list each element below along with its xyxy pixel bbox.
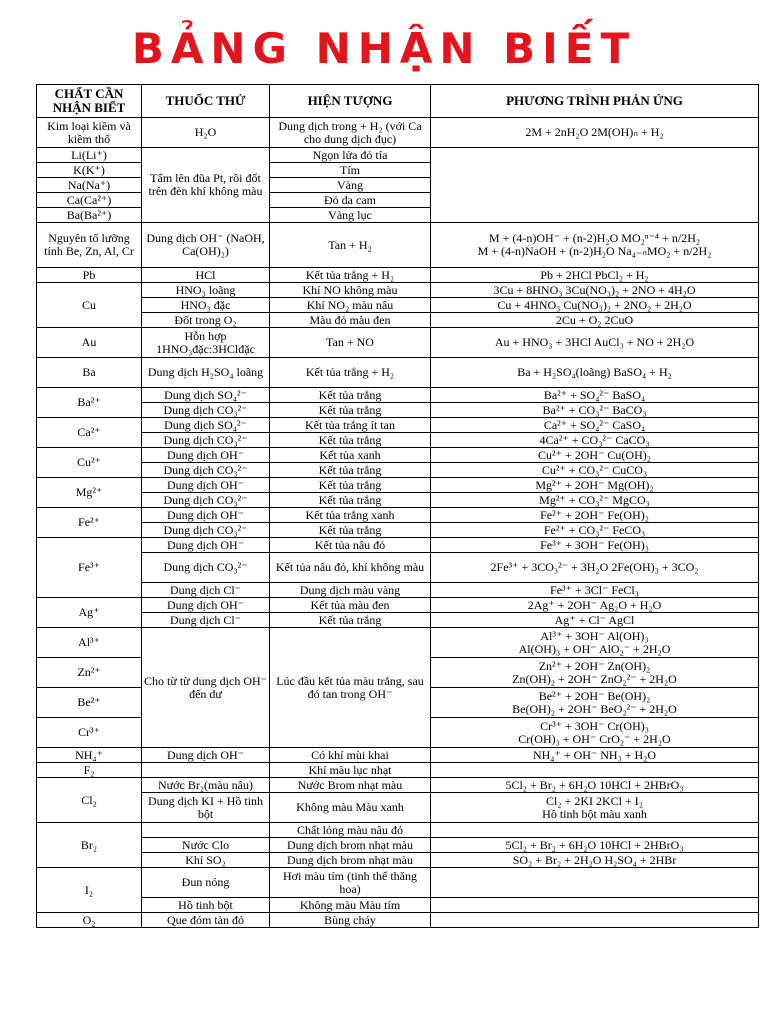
table-row (37, 463, 759, 478)
table-row (37, 898, 759, 913)
substance-cell: Ca²⁺ (37, 418, 142, 448)
phenomenon-cell: Nước Brom nhạt màu (270, 778, 431, 793)
table-row (37, 598, 759, 613)
equation-cell (431, 763, 759, 778)
substance-cell: Kim loại kiềm và kiềm thổ (37, 118, 142, 148)
table-row (37, 508, 759, 523)
equation-cell: 2Ag⁺ + 2OH⁻ Ag₂O + H₂O (431, 598, 759, 613)
table-row (37, 358, 759, 388)
phenomenon-cell: Màu đỏ màu đen (270, 313, 431, 328)
phenomenon-cell: Dung dịch trong + H₂ (với Ca cho dung dịch đục) (270, 118, 431, 148)
table-row (37, 838, 759, 853)
reagent-cell: Dung dịch CO₃²⁻ (142, 553, 270, 583)
phenomenon-cell: Kết tủa nâu đỏ (270, 538, 431, 553)
phenomenon-cell: Dung dịch brom nhạt màu (270, 853, 431, 868)
equation-cell: 5Cl₂ + Br₂ + 6H₂O 10HCl + 2HBrO₃ (431, 778, 759, 793)
substance-cell: Cl₂ (37, 778, 142, 823)
phenomenon-cell: Có khí mùi khai (270, 748, 431, 763)
header-row (37, 85, 759, 118)
phenomenon-cell: Dung dịch brom nhạt màu (270, 838, 431, 853)
reagent-cell (142, 763, 270, 778)
page-title: BẢNG NHẬN BIẾT (131, 24, 637, 73)
phenomenon-cell: Kết tủa xanh (270, 448, 431, 463)
equation-cell: Cu²⁺ + 2OH⁻ Cu(OH)₂ (431, 448, 759, 463)
header-phenomenon: HIỆN TƯỢNG (270, 85, 431, 118)
substance-cell: F₂ (37, 763, 142, 778)
equation-cell: Fe³⁺ + 3Cl⁻ FeCl₃ (431, 583, 759, 598)
phenomenon-cell: Kết tủa trắng (270, 523, 431, 538)
reagent-cell: Dung dịch Cl⁻ (142, 583, 270, 598)
phenomenon-cell: Kết tủa màu đen (270, 598, 431, 613)
reagent-cell: Tẩm lên đũa Pt, rồi đốt trên đèn khí không màu (142, 148, 270, 223)
table-row (37, 118, 759, 148)
substance-cell: Cu (37, 283, 142, 328)
substance-cell: Ba (37, 358, 142, 388)
equation-cell: M + (4-n)OH⁻ + (n-2)H₂O MO₂ⁿ⁻⁴ + n/2H₂ M + (4-n)NaOH + (n-2)H₂O Na₄₋ₙMO₂ + n/2H₂ (431, 223, 759, 268)
table-row (37, 493, 759, 508)
substance-cell: Ba(Ba²⁺) (37, 208, 142, 223)
equation-cell: Mg²⁺ + 2OH⁻ Mg(OH)₂ (431, 478, 759, 493)
phenomenon-cell: Kết tủa trắng (270, 613, 431, 628)
phenomenon-cell: Bùng cháy (270, 913, 431, 928)
table-row (37, 583, 759, 598)
equation-cell: Mg²⁺ + CO₃²⁻ MgCO₃ (431, 493, 759, 508)
table-row (37, 388, 759, 403)
equation-cell: Cr³⁺ + 3OH⁻ Cr(OH)₃ Cr(OH)₃ + OH⁻ CrO₂⁻ + 2H₂O (431, 718, 759, 748)
substance-cell: Cu²⁺ (37, 448, 142, 478)
table-row (37, 628, 759, 658)
phenomenon-cell: Kết tủa trắng (270, 463, 431, 478)
substance-cell: Mg²⁺ (37, 478, 142, 508)
substance-cell: Au (37, 328, 142, 358)
phenomenon-cell: Tím (270, 163, 431, 178)
phenomenon-cell: Hơi màu tím (tinh thể thăng hoa) (270, 868, 431, 898)
equation-cell: Ag⁺ + Cl⁻ AgCl (431, 613, 759, 628)
equation-cell (431, 823, 759, 838)
equation-cell: Cu²⁺ + CO₃²⁻ CuCO₃ (431, 463, 759, 478)
reagent-cell: Dung dịch OH⁻ (142, 598, 270, 613)
substance-cell: Na(Na⁺) (37, 178, 142, 193)
phenomenon-cell: Tan + NO (270, 328, 431, 358)
table-row (37, 478, 759, 493)
phenomenon-cell: Kết tủa trắng ít tan (270, 418, 431, 433)
substance-cell: Ca(Ca²⁺) (37, 193, 142, 208)
substance-cell: Ag⁺ (37, 598, 142, 628)
identification-table (36, 84, 759, 928)
reagent-cell: Dung dịch CO₃²⁻ (142, 523, 270, 538)
reagent-cell: Hồ tinh bột (142, 898, 270, 913)
equation-cell: 2Fe³⁺ + 3CO₃²⁻ + 3H₂O 2Fe(OH)₃ + 3CO₂ (431, 553, 759, 583)
phenomenon-cell: Khí màu lục nhạt (270, 763, 431, 778)
phenomenon-cell: Kết tủa trắng (270, 493, 431, 508)
table-row (37, 823, 759, 838)
reagent-cell: Hỗn hợp 1HNO₃đặc:3HClđặc (142, 328, 270, 358)
reagent-cell: Dung dịch H₂SO₄ loãng (142, 358, 270, 388)
phenomenon-cell: Chất lỏng màu nâu đỏ (270, 823, 431, 838)
table-row (37, 793, 759, 823)
reagent-cell: Dung dịch CO₃²⁻ (142, 493, 270, 508)
table-row (37, 763, 759, 778)
reagent-cell: Dung dịch OH⁻ (142, 748, 270, 763)
substance-cell: Ba²⁺ (37, 388, 142, 418)
phenomenon-cell: Kết tủa trắng xanh (270, 508, 431, 523)
substance-cell: Al³⁺ (37, 628, 142, 658)
reagent-cell: Dung dịch SO₄²⁻ (142, 418, 270, 433)
equation-cell: Cu + 4HNO₃ Cu(NO₃)₂ + 2NO₂ + 2H₂O (431, 298, 759, 313)
reagent-cell: HCl (142, 268, 270, 283)
phenomenon-cell: Kết tủa nâu đỏ, khí không màu (270, 553, 431, 583)
table-row (37, 913, 759, 928)
phenomenon-cell: Kết tủa trắng (270, 388, 431, 403)
header-reagent: THUỐC THỬ (142, 85, 270, 118)
phenomenon-cell: Vàng lục (270, 208, 431, 223)
equation-cell: Au + HNO₃ + 3HCl AuCl₃ + NO + 2H₂O (431, 328, 759, 358)
table-row (37, 778, 759, 793)
phenomenon-cell: Kết tủa trắng + H₂ (270, 268, 431, 283)
phenomenon-cell: Khí NO không màu (270, 283, 431, 298)
table-row (37, 448, 759, 463)
equation-cell: 2M + 2nH₂O 2M(OH)ₙ + H₂ (431, 118, 759, 148)
reagent-cell: Cho từ từ dung dịch OH⁻ đến dư (142, 628, 270, 748)
equation-cell: Cl₂ + 2KI 2KCl + I₂ Hồ tinh bột màu xanh (431, 793, 759, 823)
equation-cell: Al³⁺ + 3OH⁻ Al(OH)₃ Al(OH)₃ + OH⁻ AlO₂⁻ + 2H₂O (431, 628, 759, 658)
reagent-cell: Dung dịch OH⁻ (NaOH, Ca(OH)₂) (142, 223, 270, 268)
table-row (37, 328, 759, 358)
substance-cell: O₂ (37, 913, 142, 928)
table-row (37, 223, 759, 268)
equation-cell: Ba²⁺ + SO₄²⁻ BaSO₄ (431, 388, 759, 403)
substance-cell: Nguyên tố lưỡng tính Be, Zn, Al, Cr (37, 223, 142, 268)
reagent-cell: Đun nóng (142, 868, 270, 898)
equation-cell: 4Ca²⁺ + CO₃²⁻ CaCO₃ (431, 433, 759, 448)
reagent-cell: Dung dịch Cl⁻ (142, 613, 270, 628)
reagent-cell: HNO₃ loãng (142, 283, 270, 298)
reagent-cell: Dung dịch OH⁻ (142, 448, 270, 463)
table-row (37, 433, 759, 448)
table-row (37, 523, 759, 538)
table-row (37, 868, 759, 898)
table-row (37, 538, 759, 553)
table-row (37, 613, 759, 628)
substance-cell: Fe²⁺ (37, 508, 142, 538)
equation-cell: Fe³⁺ + 3OH⁻ Fe(OH)₃ (431, 538, 759, 553)
reagent-cell: Khí SO₂ (142, 853, 270, 868)
substance-cell: Fe³⁺ (37, 538, 142, 598)
substance-cell: I₂ (37, 868, 142, 913)
equation-cell: Ba²⁺ + CO₃²⁻ BaCO₃ (431, 403, 759, 418)
table-row (37, 268, 759, 283)
header-substance: CHẤT CẦN NHẬN BIẾT (37, 85, 142, 118)
equation-cell (431, 148, 759, 223)
equation-cell: 5Cl₂ + Br₂ + 6H₂O 10HCl + 2HBrO₃ (431, 838, 759, 853)
substance-cell: Li(Li⁺) (37, 148, 142, 163)
reagent-cell: Dung dịch OH⁻ (142, 538, 270, 553)
reagent-cell: H₂O (142, 118, 270, 148)
header-equation: PHƯƠNG TRÌNH PHẢN ỨNG (431, 85, 759, 118)
phenomenon-cell: Đỏ da cam (270, 193, 431, 208)
table-row (37, 553, 759, 583)
reagent-cell: Đốt trong O₂ (142, 313, 270, 328)
table-row (37, 148, 759, 163)
substance-cell: Zn²⁺ (37, 658, 142, 688)
reagent-cell: Dung dịch OH⁻ (142, 478, 270, 493)
equation-cell (431, 898, 759, 913)
phenomenon-cell: Dung dịch màu vàng (270, 583, 431, 598)
reagent-cell: Nước Br₂(màu nâu) (142, 778, 270, 793)
equation-cell: Fe²⁺ + CO₃²⁻ FeCO₃ (431, 523, 759, 538)
phenomenon-cell: Kết tủa trắng (270, 478, 431, 493)
phenomenon-cell: Ngọn lửa đỏ tía (270, 148, 431, 163)
table-row (37, 853, 759, 868)
equation-cell: Ca²⁺ + SO₄²⁻ CaSO₄ (431, 418, 759, 433)
equation-cell: Zn²⁺ + 2OH⁻ Zn(OH)₂ Zn(OH)₂ + 2OH⁻ ZnO₂²⁻ + 2H₂O (431, 658, 759, 688)
substance-cell: Br₂ (37, 823, 142, 868)
equation-cell: 3Cu + 8HNO₃ 3Cu(NO₃)₂ + 2NO + 4H₂O (431, 283, 759, 298)
equation-cell: Fe²⁺ + 2OH⁻ Fe(OH)₂ (431, 508, 759, 523)
phenomenon-cell: Lúc đầu kết tủa màu trắng, sau đó tan trong OH⁻ (270, 628, 431, 748)
table-row (37, 313, 759, 328)
equation-cell: Ba + H₂SO₄(loãng) BaSO₄ + H₂ (431, 358, 759, 388)
table-row (37, 298, 759, 313)
substance-cell: Pb (37, 268, 142, 283)
reagent-cell: Dung dịch KI + Hồ tinh bột (142, 793, 270, 823)
phenomenon-cell: Không màu Màu xanh (270, 793, 431, 823)
phenomenon-cell: Không màu Màu tím (270, 898, 431, 913)
equation-cell: Be²⁺ + 2OH⁻ Be(OH)₂ Be(OH)₂ + 2OH⁻ BeO₂²⁻ + 2H₂O (431, 688, 759, 718)
phenomenon-cell: Khí NO₂ màu nâu (270, 298, 431, 313)
phenomenon-cell: Kết tủa trắng (270, 433, 431, 448)
substance-cell: NH₄⁺ (37, 748, 142, 763)
reagent-cell: Dung dịch OH⁻ (142, 508, 270, 523)
table-row (37, 748, 759, 763)
equation-cell (431, 868, 759, 898)
equation-cell (431, 913, 759, 928)
phenomenon-cell: Tan + H₂ (270, 223, 431, 268)
substance-cell: Cr³⁺ (37, 718, 142, 748)
table-row (37, 403, 759, 418)
reagent-cell: Que đóm tàn đỏ (142, 913, 270, 928)
table-body (37, 85, 759, 928)
substance-cell: K(K⁺) (37, 163, 142, 178)
reagent-cell (142, 823, 270, 838)
reagent-cell: Dung dịch SO₄²⁻ (142, 388, 270, 403)
reagent-cell: Dung dịch CO₃²⁻ (142, 403, 270, 418)
phenomenon-cell: Kết tủa trắng (270, 403, 431, 418)
reagent-cell: Dung dịch CO₃²⁻ (142, 433, 270, 448)
equation-cell: SO₂ + Br₂ + 2H₂O H₂SO₄ + 2HBr (431, 853, 759, 868)
substance-cell: Be²⁺ (37, 688, 142, 718)
equation-cell: Pb + 2HCl PbCl₂ + H₂ (431, 268, 759, 283)
reagent-cell: HNO₃ đặc (142, 298, 270, 313)
phenomenon-cell: Kết tủa trắng + H₂ (270, 358, 431, 388)
phenomenon-cell: Vàng (270, 178, 431, 193)
table-row (37, 283, 759, 298)
table-row (37, 418, 759, 433)
reagent-cell: Dung dịch CO₃²⁻ (142, 463, 270, 478)
reagent-cell: Nước Clo (142, 838, 270, 853)
equation-cell: NH₄⁺ + OH⁻ NH₃ + H₂O (431, 748, 759, 763)
equation-cell: 2Cu + O₂ 2CuO (431, 313, 759, 328)
